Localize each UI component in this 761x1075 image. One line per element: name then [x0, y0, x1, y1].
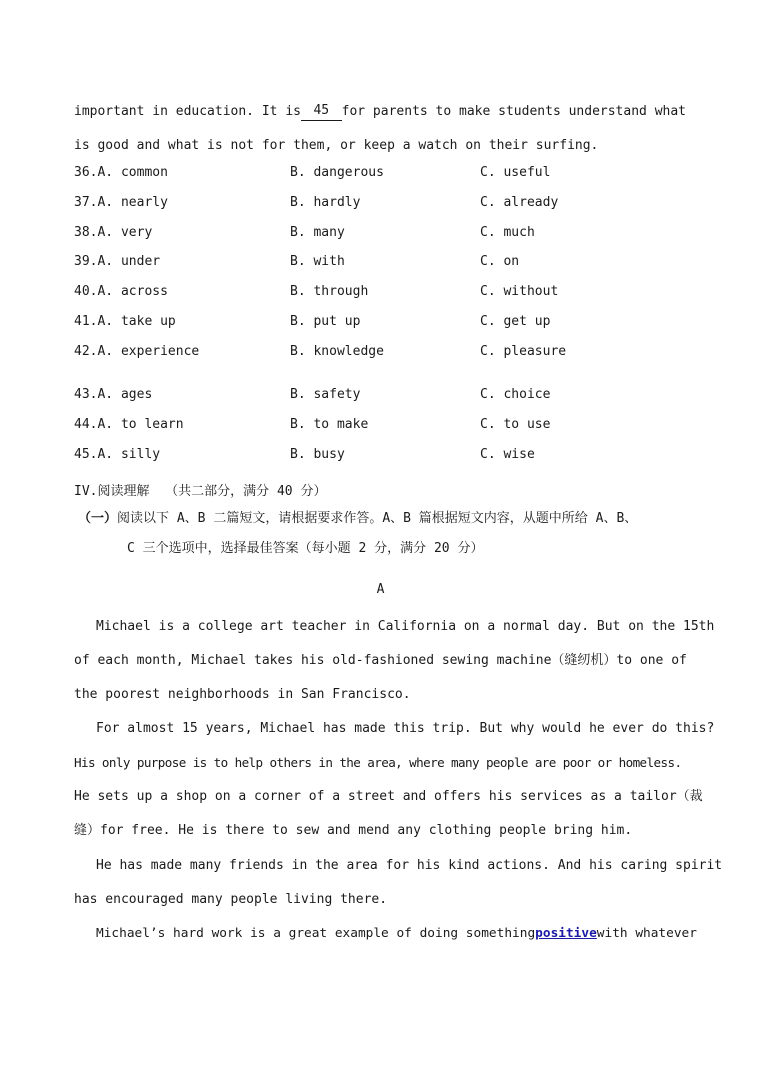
question-option-b: B. many — [290, 225, 345, 240]
question-option-c: C. useful — [480, 165, 551, 180]
keyword-positive: positive — [535, 926, 597, 941]
question-row — [74, 386, 686, 404]
passage-last-pre: Michael’s hard work is a great example of doing something — [96, 926, 536, 941]
intro-line-1 — [74, 103, 686, 121]
question-option-b: B. put up — [290, 314, 361, 329]
question-row — [74, 446, 686, 464]
answer-blank-45: 45 — [301, 103, 342, 121]
question-option-b: B. to make — [290, 417, 369, 432]
question-option-a: 43.A. ages — [74, 387, 153, 402]
question-option-b: B. through — [290, 284, 369, 299]
question-option-c: C. much — [480, 225, 535, 240]
passage-line-last — [96, 925, 697, 943]
passage-line — [96, 618, 715, 636]
question-option-c: C. to use — [480, 417, 551, 432]
question-option-a: 44.A. to learn — [74, 417, 184, 432]
passage-line: He has made many friends in the area for his kind actions. And his caring spirit — [96, 858, 723, 873]
question-option-a: 36.A. common — [74, 165, 168, 180]
question-row — [74, 224, 686, 242]
intro-line-2: is good and what is not for them, or keep a watch on their surfing. — [74, 138, 599, 153]
question-row — [74, 164, 686, 182]
question-option-b: B. with — [290, 254, 345, 269]
passage-line: He sets up a shop on a corner of a street and offers his services as a tailor（裁 — [74, 789, 703, 804]
question-option-a: 41.A. take up — [74, 314, 176, 329]
question-option-a: 39.A. under — [74, 254, 161, 269]
passage-title: A — [376, 582, 385, 597]
passage-line: of each month, Michael takes his old-fashioned sewing machine（缝纫机）to one of — [74, 653, 687, 668]
passage-line: has encouraged many people living there. — [74, 892, 388, 907]
question-option-b: B. dangerous — [290, 165, 384, 180]
question-option-b: B. hardly — [290, 195, 361, 210]
intro-line-1-post: for parents to make students understand what — [341, 104, 686, 119]
question-row — [74, 253, 686, 271]
passage-line: His only purpose is to help others in the area, where many people are poor or homeless. — [74, 755, 682, 770]
question-option-a: 38.A. very — [74, 225, 153, 240]
part-instructions-line-1 — [78, 510, 637, 528]
passage-line: the poorest neighborhoods in San Francisco. — [74, 687, 411, 702]
passage-line: For almost 15 years, Michael has made this trip. But why would he ever do this? — [96, 721, 715, 736]
question-option-c: C. choice — [480, 387, 551, 402]
question-option-c: C. already — [480, 195, 559, 210]
part-instructions-text-1: 阅读以下 A、B 二篇短文，请根据要求作答。A、B 篇根据短文内容，从题中所给 A、B、 — [117, 511, 638, 526]
part-label: （一） — [78, 511, 118, 526]
passage-line-text: Michael is a college art teacher in California on a normal day. But on the 15th — [96, 619, 715, 634]
intro-line-1-pre: important in education. It is — [74, 104, 301, 119]
question-option-a: 37.A. nearly — [74, 195, 168, 210]
part-instructions-line-2: C 三个选项中，选择最佳答案（每小题 2 分，满分 20 分） — [127, 541, 484, 556]
question-option-a: 42.A. experience — [74, 344, 200, 359]
question-row — [74, 343, 686, 361]
question-row — [74, 194, 686, 212]
passage-last-post: with whatever — [596, 926, 697, 941]
question-option-c: C. wise — [480, 447, 535, 462]
question-option-b: B. knowledge — [290, 344, 384, 359]
question-option-c: C. pleasure — [480, 344, 567, 359]
question-row — [74, 313, 686, 331]
question-option-c: C. on — [480, 254, 520, 269]
question-option-c: C. without — [480, 284, 559, 299]
passage-line: 缝）for free. He is there to sew and mend any clothing people bring him. — [74, 823, 633, 838]
question-option-a: 45.A. silly — [74, 447, 161, 462]
question-option-b: B. busy — [290, 447, 345, 462]
section-heading: IV.阅读理解 （共二部分，满分 40 分） — [74, 484, 327, 499]
question-row — [74, 416, 686, 434]
question-option-a: 40.A. across — [74, 284, 168, 299]
question-row — [74, 283, 686, 301]
question-option-c: C. get up — [480, 314, 551, 329]
question-option-b: B. safety — [290, 387, 361, 402]
